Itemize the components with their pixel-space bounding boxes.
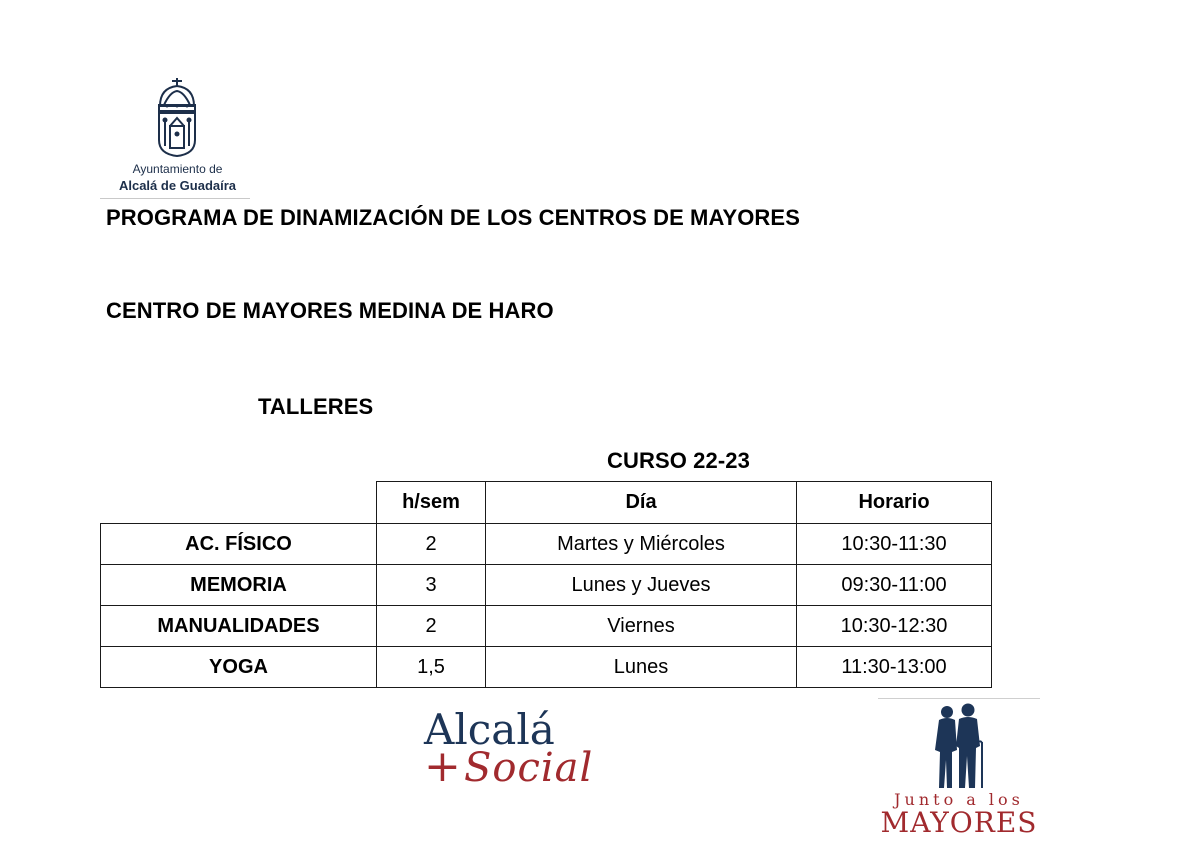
header-hours: h/sem — [377, 482, 486, 524]
plus-icon: + — [424, 741, 461, 792]
workshop-name: MANUALIDADES — [101, 606, 377, 647]
divider — [100, 198, 250, 199]
workshop-time: 09:30-11:00 — [797, 565, 992, 606]
header-time: Horario — [797, 482, 992, 524]
ayuntamiento-label: Ayuntamiento de — [132, 162, 223, 176]
mayores-wordmark: MAYORES — [880, 806, 1038, 839]
alcala-social-wordmark: Alcalá — [424, 705, 555, 754]
empty-header-cell — [101, 482, 377, 524]
workshop-day: Martes y Miércoles — [486, 524, 797, 565]
workshop-time: 10:30-12:30 — [797, 606, 992, 647]
table-row — [101, 565, 992, 606]
ayuntamiento-logo — [110, 78, 245, 200]
coat-of-arms-icon — [150, 78, 205, 158]
workshop-hours: 2 — [377, 606, 486, 647]
mayores-tagline: Junto a los — [894, 790, 1024, 809]
workshop-time: 11:30-13:00 — [797, 647, 992, 688]
workshop-name: YOGA — [101, 647, 377, 688]
center-title: CENTRO DE MAYORES MEDINA DE HARO — [106, 298, 554, 323]
alcala-social-logo — [420, 705, 595, 805]
workshop-time: 10:30-11:30 — [797, 524, 992, 565]
divider — [878, 698, 1040, 699]
workshop-hours: 3 — [377, 565, 486, 606]
table-header-row — [101, 482, 992, 524]
table-row — [101, 647, 992, 688]
table-row — [101, 524, 992, 565]
workshop-day: Viernes — [486, 606, 797, 647]
workshop-name: AC. FÍSICO — [101, 524, 377, 565]
workshop-day: Lunes y Jueves — [486, 565, 797, 606]
workshop-name: MEMORIA — [101, 565, 377, 606]
social-wordmark: Social — [464, 745, 594, 791]
section-title: TALLERES — [258, 394, 374, 419]
program-title: PROGRAMA DE DINAMIZACIÓN DE LOS CENTROS DE MAYORES — [106, 205, 800, 230]
table-row — [101, 606, 992, 647]
junto-a-los-mayores-logo — [878, 698, 1040, 841]
workshop-day: Lunes — [486, 647, 797, 688]
workshop-hours: 1,5 — [377, 647, 486, 688]
header-day: Día — [486, 482, 797, 524]
elderly-couple-icon — [930, 702, 990, 790]
workshop-hours: 2 — [377, 524, 486, 565]
course-title: CURSO 22-23 — [607, 448, 750, 473]
city-label: Alcalá de Guadaíra — [118, 178, 237, 193]
workshop-schedule-table — [100, 481, 992, 688]
